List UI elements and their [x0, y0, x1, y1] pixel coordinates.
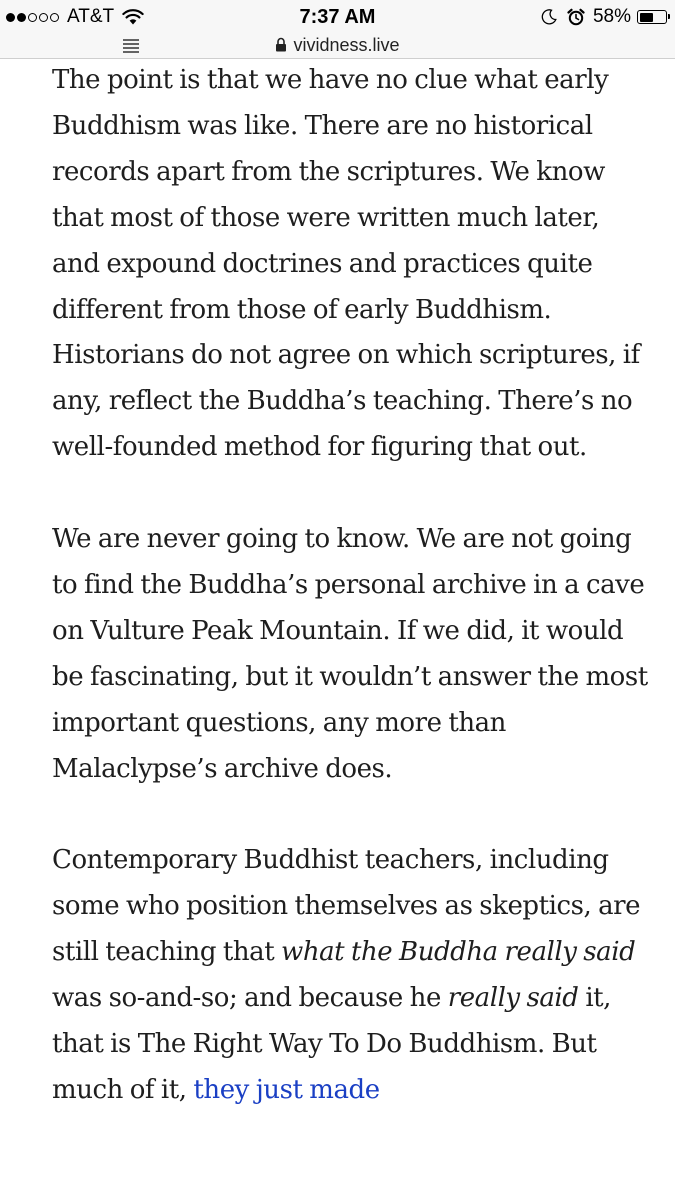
url-display[interactable] — [0, 35, 675, 56]
article-body — [52, 58, 652, 1114]
paragraph-3-text: it, that is The Right Way To Do Buddhism. But much of it, — [52, 983, 611, 1105]
alarm-icon — [567, 8, 585, 26]
signal-strength-icon — [6, 13, 61, 22]
emphasis-really-said: really said — [447, 983, 579, 1014]
url-domain: vividness.live — [293, 35, 400, 55]
paragraph-3-text: Contemporary Buddhist teachers, including some who position themselves as skeptics, are still teaching that — [52, 845, 641, 968]
status-left — [6, 6, 144, 28]
link-they-just-made[interactable]: they just made — [193, 1074, 380, 1105]
paragraph-1: The point is that we have no clue what early Buddhism was like. There are no historical records apart from the scriptures. We know that most of those were written much later, and expound doctrines and practices quite different from those of early Buddhism. Historians do not agree on which scriptures, if any, reflect the Buddha’s teaching. There’s no well-founded method for figuring that out. — [52, 65, 640, 463]
moon-icon — [541, 9, 557, 25]
paragraph-2: We are never going to know. We are not going to find the Buddha’s personal archive in a cave on Vulture Peak Mountain. If we did, it would be fascinating, but it wouldn’t answer the most important questions, any more than Malaclypse’s archive does. — [52, 524, 648, 784]
wifi-icon — [122, 9, 144, 25]
battery-icon — [637, 10, 667, 24]
lock-icon — [275, 37, 287, 52]
battery-percent: 58% — [592, 6, 631, 27]
emphasis-what-the-buddha-really-said: what the Buddha really said — [281, 937, 636, 968]
status-bar — [0, 0, 675, 34]
status-time: 7:37 AM — [299, 6, 376, 28]
carrier-name: AT&T — [67, 6, 115, 27]
url-bar[interactable] — [0, 34, 675, 59]
paragraph-3-text: was so-and-so; and because he — [52, 983, 448, 1014]
status-right — [541, 6, 667, 28]
paragraph-3 — [52, 838, 652, 1113]
battery-level-fill — [640, 13, 654, 22]
